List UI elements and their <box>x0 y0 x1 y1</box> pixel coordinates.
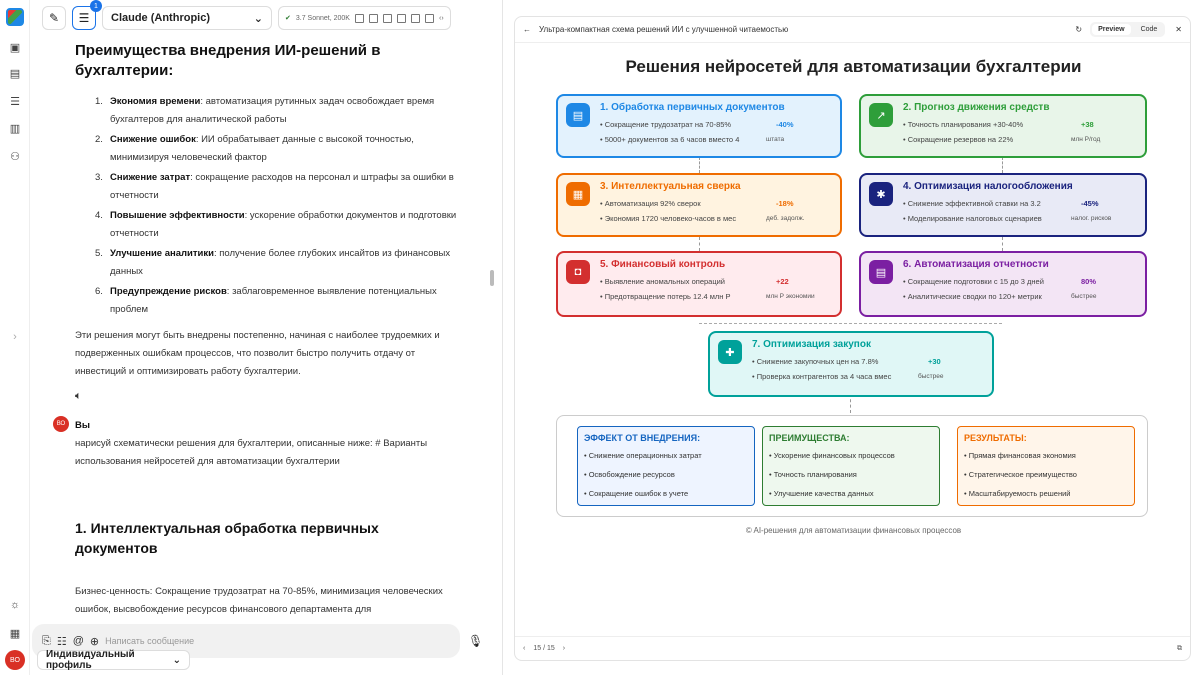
effect-item: • Ускорение финансовых процессов <box>769 451 895 460</box>
list-term: Предупреждение рисков <box>110 286 227 297</box>
pencil-icon: ✎ <box>48 11 60 25</box>
list-icon[interactable]: ☰ <box>10 95 20 108</box>
list-item <box>95 93 462 129</box>
list-number: 2. <box>95 134 103 145</box>
list-desc: : ускорение обработки документов и подготовки отчетности <box>110 210 457 239</box>
card-row: • Точность планирования +30-40% +38 <box>903 117 1137 132</box>
card-row: • Снижение закупочных цен на 7.8% +30 <box>752 354 984 369</box>
chevron-down-icon: ⌄ <box>253 12 263 25</box>
list-item <box>95 283 462 319</box>
model-info: 3.7 Sonnet, 200K <box>295 14 350 22</box>
tools-button[interactable] <box>72 2 98 30</box>
code-tab[interactable]: Code <box>1140 26 1158 33</box>
model-info-strip <box>278 6 451 30</box>
scan-icon[interactable] <box>411 14 420 23</box>
page-indicator: 15 / 15 <box>533 645 555 652</box>
artifact-panel <box>514 16 1191 661</box>
left-rail <box>0 0 30 675</box>
effect-item: • Сокращение ошибок в учете <box>584 489 689 498</box>
list-desc: : заблаговременное выявление потенциальных проблем <box>110 286 437 315</box>
card-value: +22 <box>776 277 789 286</box>
card-value: -40% <box>776 120 794 129</box>
list-desc: : ИИ обрабатывает данные с высокой точностью, минимизируя человеческий фактор <box>110 134 414 163</box>
solution-card <box>859 173 1147 237</box>
list-term: Улучшение аналитики <box>110 248 214 259</box>
solution-card <box>859 94 1147 158</box>
card-metric: Сокращение резервов на 22% <box>907 135 1014 144</box>
list-desc: : автоматизация рутинных задач освобождает время бухгалтеров для аналитической работы <box>110 96 435 125</box>
message-placeholder[interactable]: Написать сообщение <box>105 636 195 646</box>
back-arrow-icon[interactable]: ← <box>523 25 531 34</box>
speaker-icon[interactable]: 🔈︎ <box>75 390 82 402</box>
copyright: © AI-решения для автоматизации финансовых процессов <box>745 526 962 535</box>
list-number: 4. <box>95 210 103 221</box>
card-row: • Сокращение резервов на 22% млн Р/год <box>903 132 1137 147</box>
effect-item: • Масштабируемость решений <box>964 489 1071 498</box>
effect-item: • Точность планирования <box>769 470 857 479</box>
card-row: • Экономия 1720 человеко-часов в мес деб. задолж. <box>600 211 832 226</box>
connector <box>1002 237 1003 251</box>
library-icon[interactable]: ▤ <box>9 67 21 80</box>
user-name: Вы <box>75 420 90 431</box>
card-value: +30 <box>928 357 941 366</box>
section-text: Бизнес-ценность: Сокращение трудозатрат на 70-85%, минимизация человеческих ошибок, высвобождение ресурсов финансового департамента для <box>75 586 443 615</box>
user-avatar: ВО <box>53 416 69 432</box>
mention-icon[interactable]: @ <box>72 635 84 647</box>
solution-card <box>556 251 842 317</box>
card-title: 6. Автоматизация отчетности <box>903 259 1049 270</box>
next-icon[interactable]: › <box>562 645 566 652</box>
card-row: • Снижение эффективной ставки на 3.2 -45% <box>903 196 1137 211</box>
mic-icon[interactable]: 🎙︎ <box>468 634 484 648</box>
preview-tab[interactable]: Preview <box>1092 24 1130 35</box>
document-icon: ▤ <box>566 103 590 127</box>
add-icon[interactable]: ⊕ <box>89 635 100 648</box>
effect-heading: РЕЗУЛЬТАТЫ: <box>964 433 1027 443</box>
print-icon[interactable] <box>397 14 406 23</box>
list-item <box>95 131 462 167</box>
connector <box>1002 157 1003 173</box>
card-unit: быстрее <box>1071 293 1097 300</box>
card-metric: Аналитические сводки по 120+ метрик <box>907 292 1042 301</box>
avatar[interactable]: ВО <box>5 650 25 670</box>
effect-item: • Освобождение ресурсов <box>584 470 675 479</box>
diagram-title: Решения нейросетей для автоматизации бухгалтерии <box>625 57 1082 76</box>
close-icon[interactable]: ✕ <box>1175 25 1182 34</box>
list-number: 3. <box>95 172 103 183</box>
app-logo[interactable] <box>6 8 24 26</box>
connector <box>699 157 700 173</box>
file-icon[interactable] <box>383 14 392 23</box>
split-divider[interactable] <box>502 0 514 675</box>
card-unit: млн Р экономии <box>766 293 815 300</box>
connector <box>699 323 1002 324</box>
effects-section <box>556 415 1148 517</box>
star-icon: ✱ <box>869 182 893 206</box>
card-row: • Выявление аномальных операций +22 <box>600 274 832 289</box>
files-icon[interactable]: ▥ <box>9 122 21 135</box>
gear-icon: ✚ <box>718 340 742 364</box>
user-text: нарисуй схематически решения для бухгалтерии, описанные ниже: # Варианты использования нейросетей для автоматизации бухгалтерии <box>75 438 428 467</box>
card-metric: 5000+ документов за 6 часов вместо 4 <box>604 135 740 144</box>
effect-box <box>577 426 755 506</box>
card-metric: Проверка контрагентов за 4 часа вмес <box>756 372 892 381</box>
new-chat-icon[interactable]: ▣ <box>9 41 21 54</box>
solution-card <box>859 251 1147 317</box>
card-unit: деб. задолж. <box>766 215 805 222</box>
list-item <box>95 245 462 281</box>
solution-card <box>708 331 994 397</box>
model-select[interactable] <box>102 6 272 30</box>
card-row: • Предотвращение потерь 12.4 млн Р млн Р экономии <box>600 289 832 304</box>
list-term: Снижение ошибок <box>110 134 196 145</box>
solution-card <box>556 173 842 237</box>
card-title: 3. Интеллектуальная сверка <box>600 181 741 192</box>
card-row: • Проверка контрагентов за 4 часа вмес быстрее <box>752 369 984 384</box>
collapse-chevron-icon[interactable]: › <box>13 331 17 343</box>
list-desc: : получение более глубоких инсайтов из финансовых данных <box>110 248 451 277</box>
effect-item: • Улучшение качества данных <box>769 489 874 498</box>
card-unit: быстрее <box>918 373 944 380</box>
list-number: 1. <box>95 96 103 107</box>
notes-icon[interactable]: ▦ <box>9 627 21 640</box>
card-value: +38 <box>1081 120 1094 129</box>
card-title: 7. Оптимизация закупок <box>752 339 871 350</box>
artifact-footer <box>515 636 1190 660</box>
list-term: Повышение эффективности <box>110 210 245 221</box>
card-title: 1. Обработка первичных документов <box>600 102 785 113</box>
card-metric: Сокращение трудозатрат на 70-85% <box>604 120 732 129</box>
web-icon[interactable] <box>425 14 434 23</box>
answer-paragraph: Эти решения могут быть внедрены постепенно, начиная с наиболее трудоемких и подверженных ошибкам процессов, что позволит быстро получить отдачу от инвестиций и оптимизировать работу бухгалтерии. <box>75 330 440 377</box>
card-unit: млн Р/год <box>1071 136 1101 143</box>
prev-icon[interactable]: ‹ <box>523 645 526 652</box>
card-metric: Экономия 1720 человеко-часов в мес <box>604 214 737 223</box>
list-term: Снижение затрат <box>110 172 191 183</box>
card-metric: Автоматизация 92% сверок <box>604 199 701 208</box>
code-icon[interactable]: ‹› <box>438 14 444 22</box>
attach-icon[interactable]: ⎘ <box>42 634 51 647</box>
copy-icon[interactable]: ⧉ <box>1177 644 1182 652</box>
effect-item: • Снижение операционных затрат <box>584 451 702 460</box>
card-metric: Выявление аномальных операций <box>604 277 726 286</box>
effect-heading: ПРЕИМУЩЕСТВА: <box>769 433 850 443</box>
effect-heading: ЭФФЕКТ ОТ ВНЕДРЕНИЯ: <box>584 433 701 443</box>
card-unit: штата <box>766 136 785 143</box>
user-message <box>56 417 462 471</box>
trend-icon: ↗ <box>869 103 893 127</box>
list-item <box>95 169 462 205</box>
card-value: -45% <box>1081 199 1099 208</box>
chat-scrollbar[interactable] <box>490 270 494 286</box>
effect-box <box>957 426 1135 506</box>
edit-button[interactable] <box>42 6 66 30</box>
section-heading: 1. Интеллектуальная обработка первичных документов <box>75 520 379 556</box>
connector <box>699 237 700 251</box>
card-row: • Моделирование налоговых сценариев налог. рисков <box>903 211 1137 226</box>
effect-box <box>762 426 940 506</box>
grid-icon: ▦ <box>566 182 590 206</box>
chevron-down-icon: ⌄ <box>172 654 181 666</box>
artifact-header <box>515 17 1190 43</box>
list-number: 6. <box>95 286 103 297</box>
prompt-icon[interactable]: ☷ <box>56 635 67 648</box>
list-number: 5. <box>95 248 103 259</box>
card-metric: Снижение закупочных цен на 7.8% <box>756 357 879 366</box>
list-item <box>95 207 462 243</box>
chat-thread <box>52 36 462 626</box>
solution-card <box>556 94 842 158</box>
effect-item: • Прямая финансовая экономия <box>964 451 1076 460</box>
card-metric: Моделирование налоговых сценариев <box>907 214 1042 223</box>
card-row: • 5000+ документов за 6 часов вместо 4 штата <box>600 132 832 147</box>
card-value: 80% <box>1081 277 1097 286</box>
list-term: Экономия времени <box>110 96 201 107</box>
card-metric: Сокращение подготовки с 15 до 3 дней <box>907 277 1044 286</box>
check-icon: ✔ <box>285 15 291 22</box>
chat-toolbar <box>30 0 502 36</box>
shield-icon: ◘ <box>566 260 590 284</box>
card-metric: Предотвращение потерь 12.4 млн Р <box>604 292 731 301</box>
card-metric: Точность планирования +30-40% <box>907 120 1024 129</box>
card-metric: Снижение эффективной ставки на 3.2 <box>907 199 1041 208</box>
effect-item: • Стратегическое преимущество <box>964 470 1077 479</box>
card-row: • Сокращение трудозатрат на 70-85% -40% <box>600 117 832 132</box>
users-icon[interactable]: ⚇ <box>10 150 20 163</box>
sun-icon[interactable]: ☼ <box>9 599 21 611</box>
artifact-title: Ультра-компактная схема решений ИИ с улучшенной читаемостью <box>539 25 789 34</box>
sliders-icon: ☰ <box>78 11 90 25</box>
image-icon[interactable] <box>369 14 378 23</box>
profile-label: Индивидуальный профиль <box>46 649 135 671</box>
answer-heading: Преимущества внедрения ИИ-решений в бухгалтерии: <box>75 42 381 79</box>
list-desc: : сокращение расходов на персонал и штрафы за ошибки в отчетности <box>110 172 454 201</box>
doc-icon[interactable] <box>355 14 364 23</box>
refresh-icon[interactable]: ↻ <box>1075 25 1083 34</box>
model-label: Claude (Anthropic) <box>111 12 210 24</box>
report-icon: ▤ <box>869 260 893 284</box>
card-title: 2. Прогноз движения средств <box>903 102 1050 113</box>
card-unit: налог. рисков <box>1071 215 1112 222</box>
card-row: • Сокращение подготовки с 15 до 3 дней 80% <box>903 274 1137 289</box>
view-toggle <box>1090 22 1165 37</box>
benefits-list <box>95 93 462 319</box>
profile-select[interactable] <box>37 650 190 670</box>
card-value: -18% <box>776 199 794 208</box>
tools-badge: 1 <box>90 0 102 12</box>
card-row: • Аналитические сводки по 120+ метрик быстрее <box>903 289 1137 304</box>
card-title: 4. Оптимизация налогообложения <box>903 181 1073 192</box>
card-title: 5. Финансовый контроль <box>600 259 726 270</box>
card-row: • Автоматизация 92% сверок -18% <box>600 196 832 211</box>
